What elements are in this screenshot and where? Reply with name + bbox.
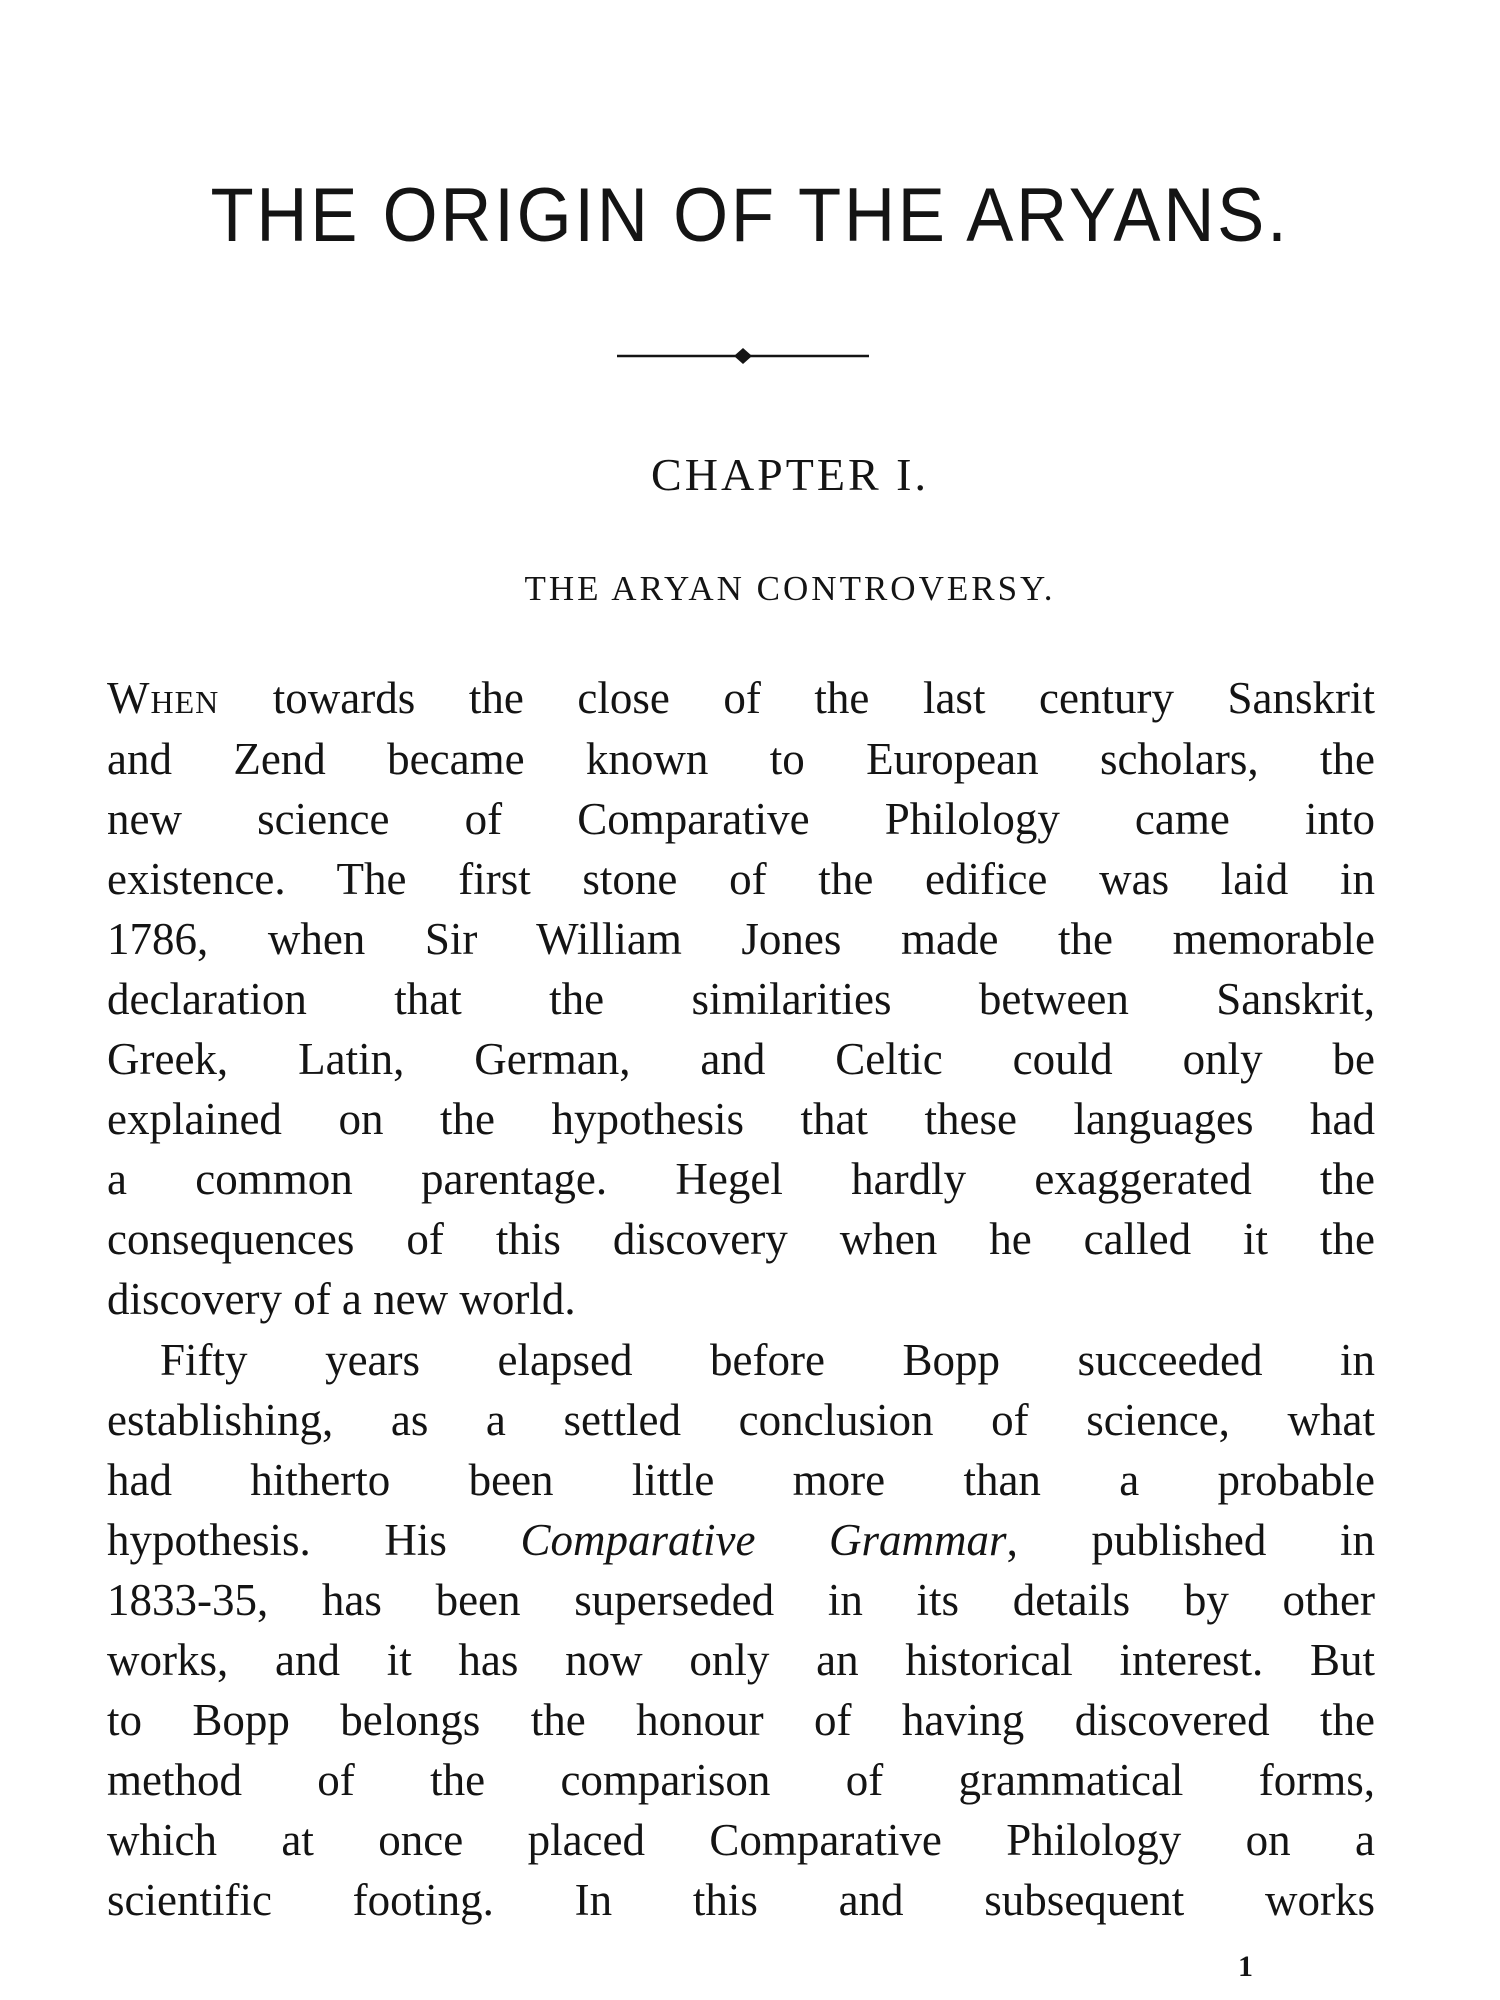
chapter-title: THE ARYAN CONTROVERSY. xyxy=(524,569,1056,608)
chapter-label: CHAPTER I. xyxy=(651,449,929,500)
paragraph-2-line-3: had hitherto been little more than a probable xyxy=(107,1455,1375,1505)
paragraph-1-line-6: declaration that the similarities between Sanskrit, xyxy=(107,974,1375,1024)
line-text: hypothesis. His xyxy=(107,1515,521,1565)
paragraph-2-line-6: works, and it has now only an historical interest. But xyxy=(107,1635,1375,1685)
paragraph-1-line-8: explained on the hypothesis that these languages had xyxy=(107,1094,1375,1144)
book-title: THE ORIGIN OF THE ARYANS. xyxy=(210,173,1290,258)
opening-word: When xyxy=(107,673,220,723)
line-text: , published in xyxy=(1006,1515,1375,1565)
paragraph-1-line-9: a common parentage. Hegel hardly exaggerated the xyxy=(107,1154,1375,1204)
page-number: 1 xyxy=(1238,1950,1253,1983)
paragraph-1-line-4: existence. The first stone of the edifice was laid in xyxy=(107,854,1375,904)
paragraph-2-line-8: method of the comparison of grammatical forms, xyxy=(107,1755,1375,1805)
paragraph-2-line-5: 1833-35, has been superseded in its details by other xyxy=(107,1575,1375,1625)
paragraph-2-line-7: to Bopp belongs the honour of having discovered the xyxy=(107,1695,1375,1745)
paragraph-2-line-4 xyxy=(107,1515,1375,1565)
paragraph-1-line-3: new science of Comparative Philology came into xyxy=(107,794,1375,844)
paragraph-2-line-2: establishing, as a settled conclusion of science, what xyxy=(107,1395,1375,1445)
line-text: towards the close of the last century Sanskrit xyxy=(219,673,1375,723)
paragraph-1-line-1 xyxy=(107,673,1375,723)
paragraph-1-line-10: consequences of this discovery when he called it the xyxy=(107,1214,1375,1264)
paragraph-2-line-10: scientific footing. In this and subsequent works xyxy=(107,1875,1375,1925)
paragraph-1-line-5: 1786, when Sir William Jones made the memorable xyxy=(107,914,1375,964)
paragraph-1-line-2: and Zend became known to European scholars, the xyxy=(107,734,1375,784)
ornament-divider xyxy=(617,345,869,367)
paragraph-1-line-11: discovery of a new world. xyxy=(107,1274,576,1324)
paragraph-1-line-7: Greek, Latin, German, and Celtic could only be xyxy=(107,1034,1375,1084)
ornament-diamond-icon xyxy=(734,348,752,364)
paragraph-2-line-1: Fifty years elapsed before Bopp succeeded in xyxy=(160,1335,1375,1385)
paragraph-2-line-9: which at once placed Comparative Philology on a xyxy=(107,1815,1375,1865)
book-title-italic: Comparative Grammar xyxy=(520,1515,1007,1565)
